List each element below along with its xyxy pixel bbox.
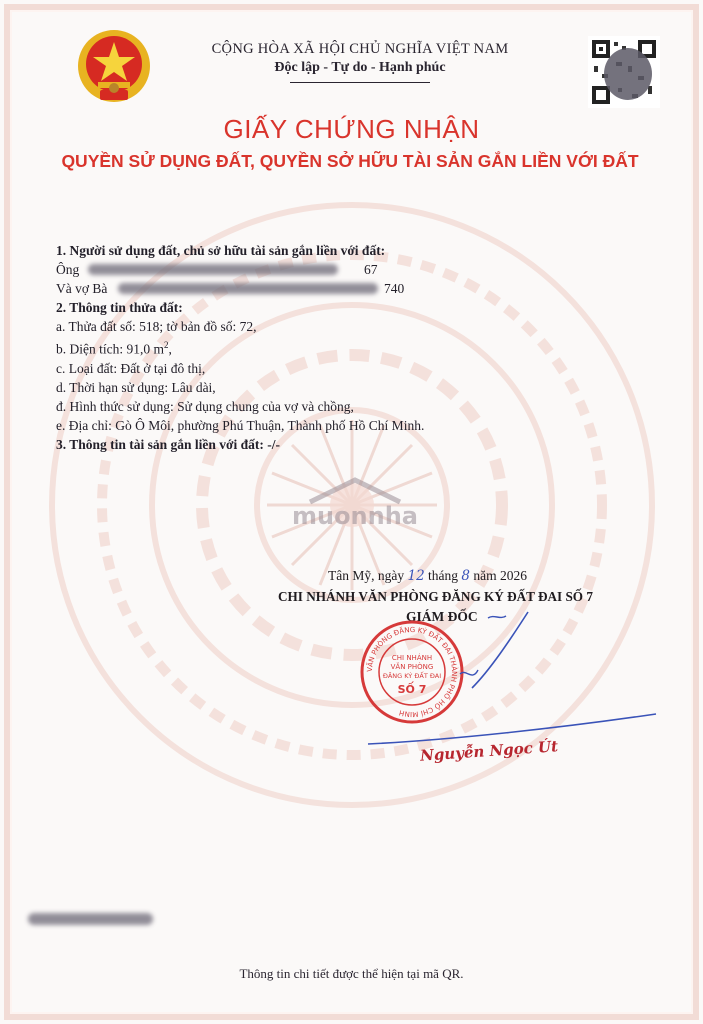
stamp-line2: VĂN PHÒNG — [390, 663, 434, 671]
stamp-number: SỐ 7 — [397, 683, 427, 696]
brand-watermark-logo — [280, 476, 430, 532]
certificate-content — [56, 241, 496, 454]
signer-position: GIÁM ĐỐC — [406, 609, 478, 624]
qr-code[interactable] — [588, 36, 660, 108]
brand-watermark-text: muonnha — [291, 502, 419, 530]
section3-heading: 3. Thông tin tài sản gắn liền với đất: -/- — [56, 437, 281, 453]
redacted-owner1 — [88, 264, 338, 275]
date-year: năm 2026 — [473, 568, 528, 583]
date-month: 8 — [461, 568, 471, 584]
certificate-subtitle: QUYỀN SỬ DỤNG ĐẤT, QUYỀN SỞ HỮU TÀI SẢN GẮN LIỀN VỚI ĐẤT — [61, 151, 639, 171]
owner1-prefix: Ông — [56, 262, 80, 278]
owner2-suffix: 740 — [384, 281, 405, 297]
signer-name: Nguyễn Ngọc Út — [419, 737, 559, 765]
official-stamp — [360, 610, 680, 760]
owner1-row — [56, 260, 496, 279]
term-line: d. Thời hạn sử dụng: Lâu dài, — [56, 379, 216, 395]
serial-number-redacted — [28, 910, 158, 926]
motto-underline — [290, 82, 430, 83]
certificate-title: GIẤY CHỨNG NHẬN — [223, 114, 480, 144]
area-unit-sup: 2 — [164, 340, 169, 351]
address-line: e. Địa chỉ: Gò Ô Môi, phường Phú Thuận, Thành phố Hồ Chí Minh. — [56, 418, 425, 434]
section2-heading: 2. Thông tin thửa đất: — [56, 300, 183, 316]
usage-form-line: đ. Hình thức sử dụng: Sử dụng chung của vợ và chồng, — [56, 399, 354, 415]
owner2-prefix: Và vợ Bà — [56, 281, 108, 297]
land-type-line: c. Loại đất: Đất ở tại đô thị, — [56, 360, 206, 376]
nation-title: CỘNG HÒA XÃ HỘI CHỦ NGHĨA VIỆT NAM — [211, 41, 509, 57]
redacted-serial — [28, 913, 153, 925]
section1-heading: 1. Người sử dụng đất, chủ sở hữu tài sản gắn liền với đất: — [56, 243, 386, 258]
area-line — [56, 336, 496, 359]
national-emblem-icon — [70, 26, 158, 114]
stamp-ring-text: VĂN PHÒNG ĐĂNG KÝ ĐẤT ĐAI THÀNH PHỐ HỒ CHÍ MINH — [365, 625, 459, 719]
owner2-row — [56, 279, 496, 298]
stamp-line1: CHI NHÁNH — [391, 654, 433, 662]
date-day: 12 — [407, 568, 425, 584]
date-month-label: tháng — [428, 568, 459, 583]
issue-date — [328, 568, 527, 584]
stamp-line3: ĐĂNG KÝ ĐẤT ĐAI — [382, 672, 442, 680]
issuing-branch: CHI NHÁNH VĂN PHÒNG ĐĂNG KÝ ĐẤT ĐAI SỐ 7 — [278, 589, 593, 604]
date-place: Tân Mỹ, ngày — [328, 568, 405, 583]
parcel-line: a. Thửa đất số: 518; tờ bản đồ số: 72, — [56, 319, 257, 335]
area-text: b. Diện tích: 91,0 m — [56, 341, 164, 357]
qr-footnote: Thông tin chi tiết được thể hiện tại mã QR. — [239, 966, 464, 981]
redacted-owner2 — [118, 283, 378, 294]
area-suffix: , — [168, 341, 172, 357]
owner1-suffix: 67 — [364, 262, 378, 278]
nation-motto: Độc lập - Tự do - Hạnh phúc — [274, 60, 446, 75]
